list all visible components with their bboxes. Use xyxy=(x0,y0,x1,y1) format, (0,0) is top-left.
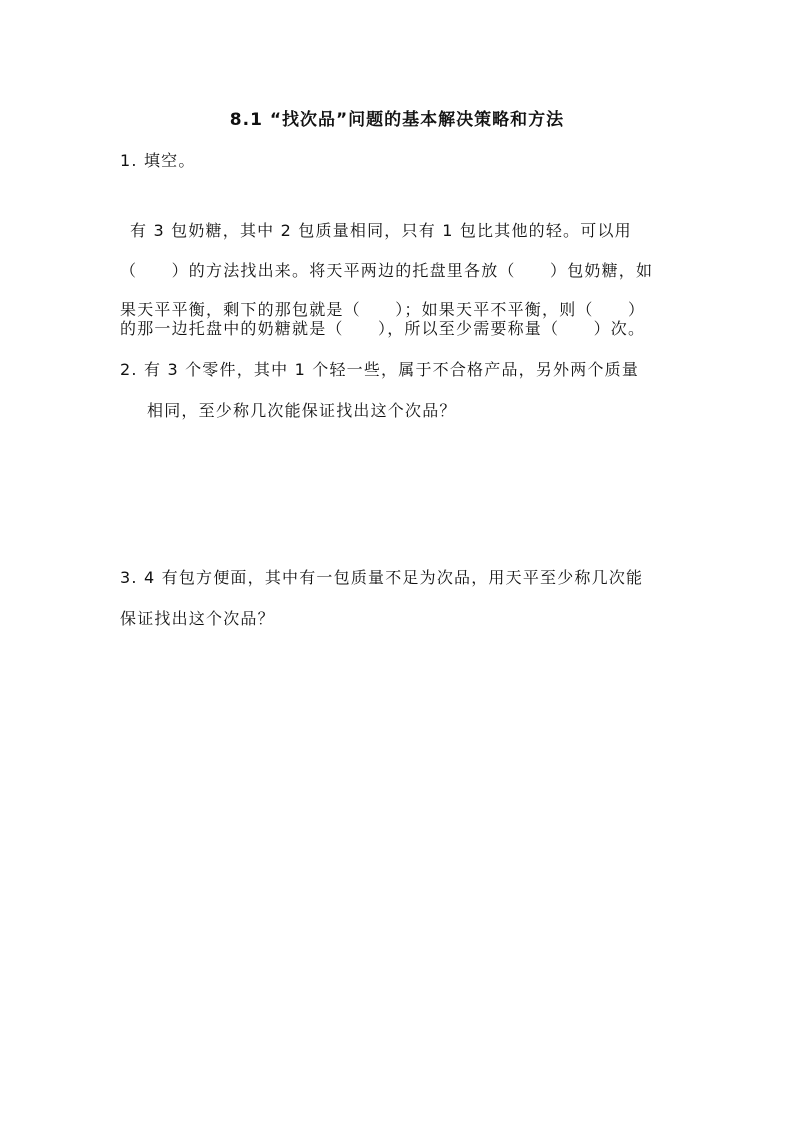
question-1-heading: 1. 填空。 xyxy=(120,151,196,170)
question-2-line-1: 2. 有 3 个零件，其中 1 个轻一些，属于不合格产品，另外两个质量 xyxy=(120,360,640,379)
question-2-line-2: 相同，至少称几次能保证找出这个次品？ xyxy=(147,401,457,420)
question-3-line-2: 保证找出这个次品？ xyxy=(120,609,275,628)
question-1-line-2: （ ）的方法找出来。将天平两边的托盘里各放（ ）包奶糖，如 xyxy=(120,261,654,280)
page-title: 8.1 “找次品”问题的基本解决策略和方法 xyxy=(229,110,565,130)
question-3-line-1: 3. 4 有包方便面，其中有一包质量不足为次品，用天平至少称几次能 xyxy=(120,568,644,587)
question-1-line-3: 果天平平衡，剩下的那包就是（ ）；如果天平不平衡，则（ ） xyxy=(120,300,646,319)
question-1-line-4: 的那一边托盘中的奶糖就是（ ），所以至少需要称量（ ）次。 xyxy=(120,319,646,338)
question-1-line-1: 有 3 包奶糖，其中 2 包质量相同，只有 1 包比其他的轻。可以用 xyxy=(130,221,632,240)
